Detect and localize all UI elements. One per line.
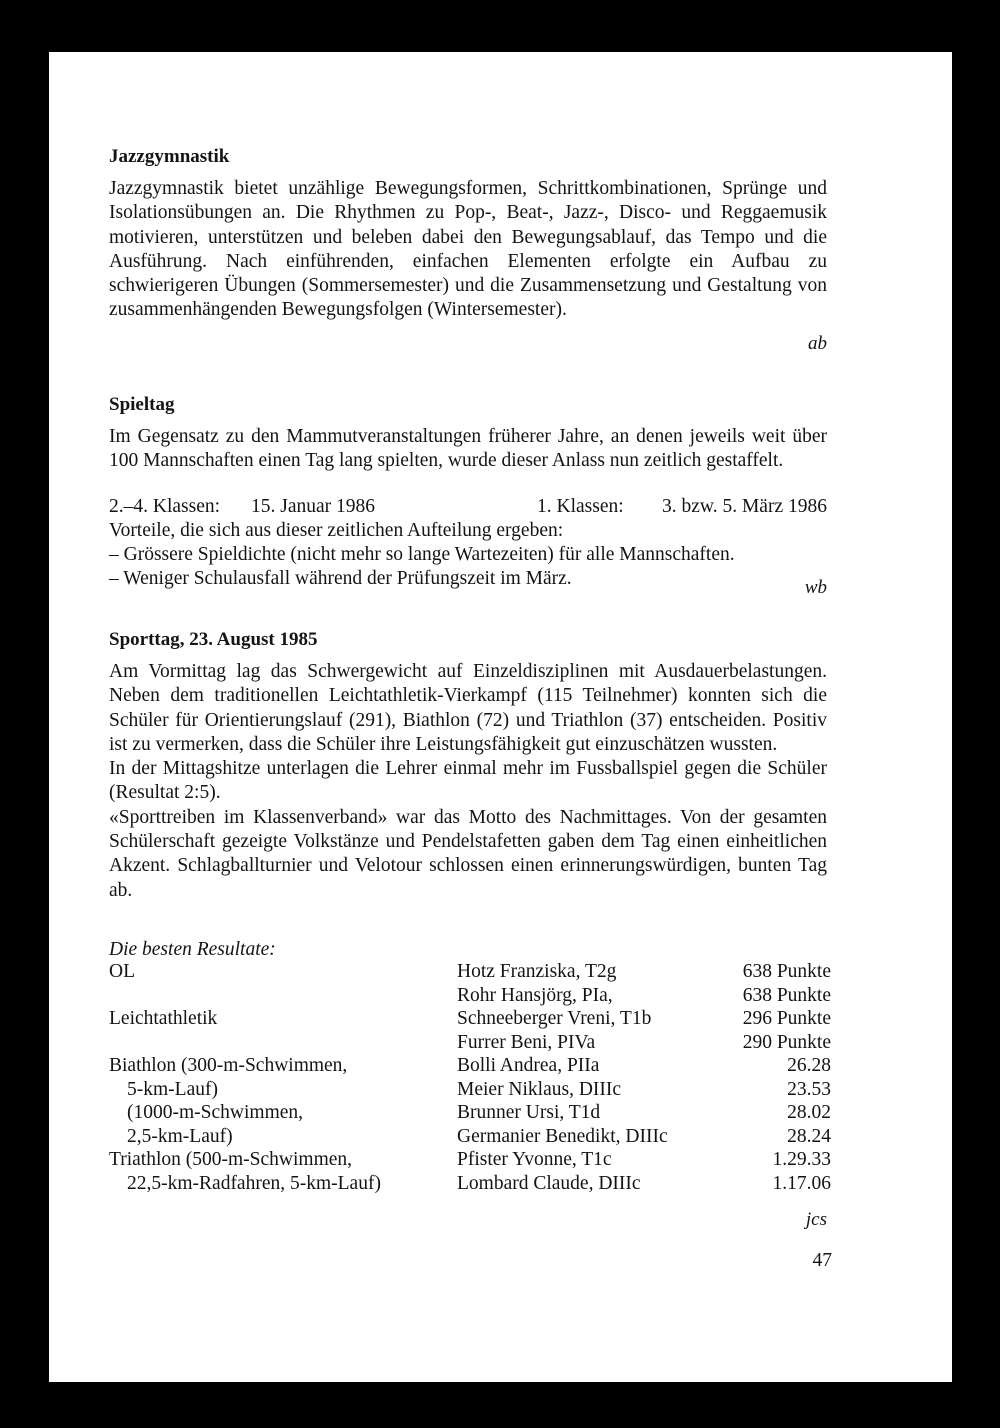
results-row bbox=[109, 1031, 831, 1055]
sporttag-text: Am Vormittag lag das Schwergewicht auf Einzeldisziplinen mit Ausdauerbelastungen. Neben dem traditionellen Leichtathletik-Vierkampf (115 Teilnehmer) konnten sich die Schüler für Orientierungslauf (291), Biathlon (72) und Triathlon (37) entscheiden. Positiv ist zu vermerken, dass die Schüler ihre Leistungsfähigkeit gut einzuschätzen wussten. bbox=[109, 661, 827, 755]
result-name: Bolli Andrea, PIIa bbox=[457, 1055, 600, 1076]
section-title-sporttag: Sporttag, 23. August 1985 bbox=[109, 629, 318, 650]
result-category: Leichtathletik bbox=[109, 1008, 218, 1029]
results-row bbox=[109, 984, 831, 1008]
sporttag-text: «Sporttreiben im Klassenverband» war das Motto des Nachmittages. Von der gesamten Schülerschaft gezeigte Volkstänze und Pendelstafetten gaben dem Tag einen einheitlichen Akzent. Schlagballturnier und Velotour schlossen einen erinnerungswürdigen, bunten Tag ab. bbox=[109, 806, 827, 901]
result-value: 296 Punkte bbox=[742, 1008, 831, 1029]
spieltag-text: Im Gegensatz zu den Mammutveranstaltungen früherer Jahre, an denen jeweils weit über 100 Mannschaften einen Tag lang spielten, wurde dieser Anlass nun zeitlich gestaffelt. bbox=[109, 426, 827, 472]
result-name: Hotz Franziska, T2g bbox=[457, 961, 617, 982]
result-name: Lombard Claude, DIIIc bbox=[457, 1172, 641, 1194]
result-category: 5-km-Lauf) bbox=[127, 1078, 218, 1100]
result-name: Germanier Benedikt, DIIIc bbox=[457, 1125, 668, 1147]
results-row bbox=[109, 960, 831, 984]
results-row bbox=[109, 1125, 831, 1149]
result-name: Meier Niklaus, DIIIc bbox=[457, 1078, 622, 1100]
dates-right-value: 3. bzw. 5. März 1986 bbox=[662, 496, 827, 517]
section-title-spieltag: Spieltag bbox=[109, 394, 175, 415]
sporttag-text: In der Mittagshitze unterlagen die Lehrer einmal mehr im Fussballspiel gegen die Schüler (Resultat 2:5). bbox=[109, 758, 827, 804]
page-number: 47 bbox=[812, 1250, 832, 1271]
dates-left-label: 2.–4. Klassen: bbox=[109, 496, 221, 517]
jazzgymnastik-text: Jazzgymnastik bietet unzählige Bewegungsformen, Schrittkombinationen, Sprünge und Isolationsübungen an. Die Rhythmen zu Pop-, Beat-, Jazz-, Disco- und Reggaemusik motivieren, unterstützen und beleben dabei den Bewegungsablauf, das Tempo und die Ausführung. Nach einführenden, einfachen Elementen erfolgte ein Aufbau zu schwierigeren Übungen (Sommersemester) und die Zusammensetzung und Gestaltung von zusammenhängenden Bewegungsfolgen (Wintersemester). bbox=[109, 178, 827, 321]
result-category: 22,5-km-Radfahren, 5-km-Lauf) bbox=[127, 1172, 381, 1194]
results-heading: Die besten Resultate: bbox=[109, 939, 276, 960]
result-category: Triathlon (500-m-Schwimmen, bbox=[109, 1149, 353, 1170]
result-category: 2,5-km-Lauf) bbox=[127, 1125, 233, 1147]
signature-ab: ab bbox=[808, 333, 827, 354]
result-category: Biathlon (300-m-Schwimmen, bbox=[109, 1055, 348, 1076]
spieltag-paragraph bbox=[109, 425, 827, 474]
result-name: Schneeberger Vreni, T1b bbox=[457, 1008, 652, 1029]
result-value: 1.17.06 bbox=[772, 1172, 831, 1194]
result-value: 1.29.33 bbox=[772, 1149, 831, 1170]
results-row bbox=[109, 1172, 831, 1196]
result-category: (1000-m-Schwimmen, bbox=[127, 1102, 304, 1123]
result-value: 28.02 bbox=[787, 1102, 831, 1123]
result-value: 23.53 bbox=[787, 1078, 831, 1100]
result-category bbox=[109, 1031, 457, 1055]
results-table bbox=[109, 960, 831, 1195]
result-name: Rohr Hansjörg, PIa, bbox=[457, 984, 613, 1006]
result-name: Pfister Yvonne, T1c bbox=[457, 1149, 612, 1170]
page bbox=[49, 52, 952, 1382]
result-category: OL bbox=[109, 961, 135, 982]
advantage-item: – Grössere Spieldichte (nicht mehr so lange Wartezeiten) für alle Mannschaften. bbox=[109, 544, 735, 565]
results-row bbox=[109, 1148, 831, 1172]
dates-left-value: 15. Januar 1986 bbox=[251, 496, 376, 517]
result-value: 638 Punkte bbox=[742, 961, 831, 982]
results-row bbox=[109, 1007, 831, 1031]
advantages-intro: Vorteile, die sich aus dieser zeitlichen Aufteilung ergeben: bbox=[109, 520, 564, 541]
result-value: 28.24 bbox=[787, 1125, 831, 1147]
result-category bbox=[109, 984, 457, 1008]
results-row bbox=[109, 1078, 831, 1102]
result-name: Brunner Ursi, T1d bbox=[457, 1102, 601, 1123]
result-value: 638 Punkte bbox=[742, 984, 831, 1006]
advantage-item: – Weniger Schulausfall während der Prüfungszeit im März. bbox=[109, 568, 572, 589]
results-row bbox=[109, 1101, 831, 1125]
jazzgymnastik-paragraph bbox=[109, 177, 827, 323]
signature-jcs: jcs bbox=[805, 1209, 827, 1230]
dates-right-label: 1. Klassen: bbox=[537, 496, 624, 517]
sporttag-paragraph bbox=[109, 660, 827, 903]
result-value: 290 Punkte bbox=[742, 1031, 831, 1053]
section-title-jazzgymnastik: Jazzgymnastik bbox=[109, 146, 230, 167]
signature-wb: wb bbox=[804, 577, 827, 598]
result-value: 26.28 bbox=[787, 1055, 831, 1076]
results-row bbox=[109, 1054, 831, 1078]
result-name: Furrer Beni, PIVa bbox=[457, 1031, 596, 1053]
